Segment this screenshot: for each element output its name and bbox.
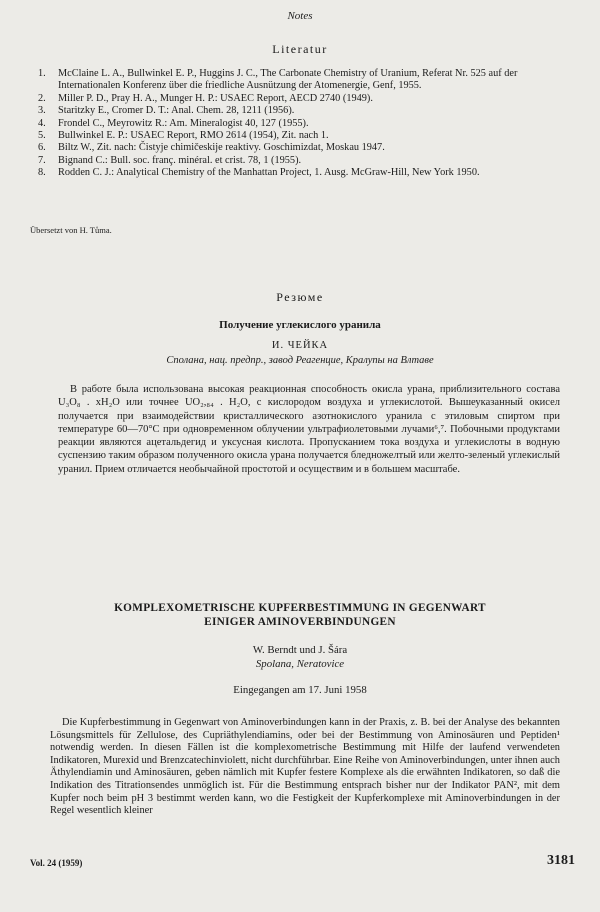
reference-item [38,93,568,105]
reference-number: 2. [38,92,46,104]
running-head: Notes [287,10,313,22]
reference-text: Frondel C., Meyrowitz R.: Am. Mineralogist 40, 127 (1955). [58,117,309,129]
reference-number: 6. [38,142,46,154]
article-received-date: Eingegangen am 17. Juni 1958 [233,684,367,696]
reference-text: Biltz W., Zit. nach: Čistyje chimičeskije reaktivy. Goschimizdat, Moskau 1947. [58,142,385,154]
reference-number: 7. [38,154,46,166]
reference-item [38,105,568,117]
reference-item [38,167,568,179]
reference-number: 3. [38,105,46,117]
resume-abstract [58,383,560,476]
volume-info: Vol. 24 (1959) [30,858,83,868]
reference-text: Staritzky E., Cromer D. T.: Anal. Chem. 28, 1211 (1956). [58,105,295,117]
article-title-line-2: EINIGER AMINOVERBINDUNGEN [204,616,396,628]
reference-item [38,142,568,154]
reference-number: 5. [38,130,46,142]
resume-author: И. ЧЕЙКА [271,340,329,351]
article-body [50,717,560,818]
reference-item [38,118,568,130]
resume-abstract-text: В работе была использована высокая реакционная способность окисла урана, приблизительного состава U₃O₈ . xH₂O или точнее UO₂,₈₄ . H₂O, с кислородом воздуха и углекислотой. Вышеуказанный окисел получается при взаимодействии кристаллического азотнокислого уранила с этиловым спиртом при температуре 60—70°C при одновременном облучении ультрафиолетовыми лучами⁶,⁷. Побочными продуктами реакции являются ацетальдегид и уксусная кислота. Пропусканием тока воздуха и углекислоты в водную суспензию таким образом полученного окисла урана получается бледножелтый или желто-зеленый углекислый уранил. Прием отличается необычайной простотой и осуществим и в большем масштабе. [58,384,560,475]
reference-number: 8. [38,167,46,179]
reference-text: McClaine L. A., Bullwinkel E. P., Huggins J. C., The Carbonate Chemistry of Uranium, Referat Nr. 525 auf der Internationalen Konferenz über die friedliche Ausnützung der Atomenergie, Genf, 1955. [58,68,518,92]
translator-note: Übersetzt von H. Tůma. [30,225,112,235]
literature-heading: Literatur [272,42,328,56]
reference-list [38,68,568,180]
resume-title: Получение углекислого уранила [219,319,381,331]
reference-item [38,155,568,167]
article-title [0,601,600,629]
reference-text: Bignand C.: Bull. soc. franç. minéral. et crist. 78, 1 (1955). [58,154,302,166]
reference-number: 1. [38,68,46,79]
article-title-line-1: KOMPLEXOMETRISCHE KUPFERBESTIMMUNG IN GEGENWART [114,602,486,614]
article-body-text: Die Kupferbestimmung in Gegenwart von Aminoverbindungen kann in der Praxis, z. B. bei der Analyse des bekannten Lösungsmittels für Zellulose, des Cupriäthylendiamins, oder bei der Bestimmung von Aminosäuren und Peptiden¹ notwendig werden. In diesen Fällen ist die komplexometrische Bestimmung mit Hilfe der laufend verwendeten Indikatoren, Murexid und Brenzcatechinviolett, nicht durchführbar. Eine Reihe von Aminoverbindungen, unter ihnen auch Äthylendiamin und Aminosäuren, geben nämlich mit Kupfer festere Komplexe als die erwähnten Indikatoren, so daß die Indikation des Titrationsendes unmöglich ist. Für die Bestimmung entsprach bisher nur der Indikator PAN², mit dem Kupfer noch beim pH 3 bestimmt werden kann, wo die Festigkeit der Kupferkomplexe mit Aminoverbindungen in der Regel wesentlich kleiner [50,717,560,817]
reference-number: 4. [38,117,46,129]
reference-item [38,130,568,142]
page-number: 3181 [547,853,575,868]
article-affiliation: Spolana, Neratovice [255,658,345,670]
resume-affiliation: Сполана, нац. предпр., завод Реагенцие, Кралупы на Влтаве [166,355,434,366]
resume-heading: Резюме [276,290,324,304]
article-authors: W. Berndt und J. Šára [252,644,348,656]
reference-text: Bullwinkel E. P.: USAEC Report, RMO 2614 (1954), Zit. nach 1. [58,130,329,142]
reference-text: Rodden C. J.: Analytical Chemistry of the Manhattan Project, 1. Ausg. McGraw-Hill, New York 1950. [58,167,480,179]
reference-text: Miller P. D., Pray H. A., Munger H. P.: USAEC Report, AECD 2740 (1949). [58,92,373,104]
reference-item [38,68,568,93]
